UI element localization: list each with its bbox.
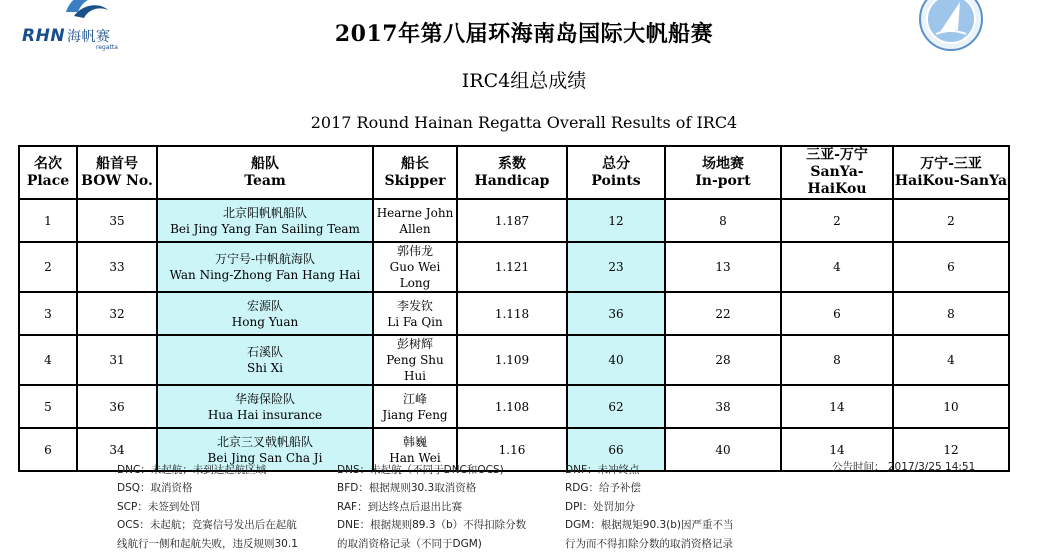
logo-wordmark: RHN 海帆赛 [22, 26, 111, 46]
header-inport: 场地赛 In-port [665, 146, 781, 199]
header-skipper: 船长 Skipper [373, 146, 457, 199]
cell-team: 华海保险队 Hua Hai insurance [157, 385, 373, 428]
cell-place: 6 [19, 428, 77, 471]
cell-skipper: 韩巍 Han Wei [373, 428, 457, 471]
cell-handicap: 1.118 [457, 292, 567, 335]
table-row [19, 242, 1009, 292]
cell-place: 5 [19, 385, 77, 428]
legend-item: DNC：未起航；未到达起航区域 [117, 464, 267, 476]
legend-item: SCP：未签到处罚 [117, 500, 201, 513]
cell-leg2: 2 [893, 199, 1009, 242]
header-bow: 船首号 BOW No. [77, 146, 157, 199]
cell-handicap: 1.108 [457, 385, 567, 428]
table-row [19, 199, 1009, 242]
cell-team: 石溪队 Shi Xi [157, 335, 373, 385]
legend-item: 行为而不得扣除分数的取消资格记录 [565, 537, 733, 550]
cell-bow: 36 [77, 385, 157, 428]
cell-leg2: 4 [893, 335, 1009, 385]
header-place: 名次 Place [19, 146, 77, 199]
cell-handicap: 1.187 [457, 199, 567, 242]
cell-leg1: 6 [781, 292, 893, 335]
cell-inport: 28 [665, 335, 781, 385]
legend-column-2 [337, 461, 526, 553]
header-leg2: 万宁-三亚 HaiKou-SanYa [893, 146, 1009, 199]
legend-item: DSQ：取消资格 [117, 482, 193, 495]
cell-points: 23 [567, 242, 665, 292]
cell-team: 宏源队 Hong Yuan [157, 292, 373, 335]
cell-bow: 31 [77, 335, 157, 385]
cell-handicap: 1.121 [457, 242, 567, 292]
legend-item: DNS：未起航（不同于DNC和OCS) [337, 464, 504, 476]
cell-skipper: 彭树辉 Peng Shu Hui [373, 335, 457, 385]
legend-item: BFD：根据规则30.3取消资格 [337, 482, 477, 495]
cell-team: 万宁号-中帆航海队 Wan Ning-Zhong Fan Hang Hai [157, 242, 373, 292]
page-title: 2017年第八届环海南岛国际大帆船赛 [334, 21, 714, 47]
announcement-label: 公告时间： [832, 461, 885, 473]
cell-inport: 8 [665, 199, 781, 242]
cell-team: 北京阳帆帆船队 Bei Jing Yang Fan Sailing Team [157, 199, 373, 242]
cell-skipper: 江峰 Jiang Feng [373, 385, 457, 428]
table-row [19, 385, 1009, 428]
cell-place: 3 [19, 292, 77, 335]
legend-item: OCS：未起航；竞赛信号发出后在起航 [117, 519, 297, 532]
cell-bow: 33 [77, 242, 157, 292]
legend-column-3 [565, 461, 734, 553]
cell-place: 2 [19, 242, 77, 292]
cell-inport: 38 [665, 385, 781, 428]
legend-item: DNE：根据规则89.3（b）不得扣除分数 [337, 519, 527, 532]
cell-skipper: 郭伟龙 Guo Wei Long [373, 242, 457, 292]
header-leg1: 三亚-万宁 SanYa-HaiKou [781, 146, 893, 199]
logo-subtext: regatta [96, 44, 118, 51]
cell-inport: 22 [665, 292, 781, 335]
cell-leg2: 6 [893, 242, 1009, 292]
subtitle-en: 2017 Round Hainan Regatta Overall Results of IRC4 [310, 113, 738, 132]
cell-leg1: 2 [781, 199, 893, 242]
results-table [18, 145, 1010, 472]
cell-bow: 35 [77, 199, 157, 242]
legend-column-1 [117, 461, 298, 553]
cell-points: 40 [567, 335, 665, 385]
announcement-value: 2017/3/25 14:51 [887, 461, 976, 473]
cell-skipper: 李发钦 Li Fa Qin [373, 292, 457, 335]
cell-leg1: 8 [781, 335, 893, 385]
cell-leg2: 12 [893, 428, 1009, 471]
legend-item: RDG：给予补偿 [565, 482, 642, 495]
subtitle-cn: IRC4组总成绩 [461, 70, 587, 92]
cell-leg2: 10 [893, 385, 1009, 428]
cell-handicap: 1.109 [457, 335, 567, 385]
cell-inport: 13 [665, 242, 781, 292]
cell-place: 4 [19, 335, 77, 385]
cell-inport: 40 [665, 428, 781, 471]
cell-points: 62 [567, 385, 665, 428]
legend-item: 线航行一侧和起航失败，违反规则30.1 [117, 537, 298, 550]
header-handicap: 系数 Handicap [457, 146, 567, 199]
cell-bow: 32 [77, 292, 157, 335]
legend-item: DPI：处罚加分 [565, 500, 636, 513]
header-team: 船队 Team [157, 146, 373, 199]
cell-leg1: 14 [781, 385, 893, 428]
cell-team: 北京三叉戟帆船队 Bei Jing San Cha Ji [157, 428, 373, 471]
cell-leg1: 14 [781, 428, 893, 471]
legend-item: DGM：根据规矩90.3(b)因严重不当 [565, 519, 734, 532]
cell-skipper: Hearne John Allen [373, 199, 457, 242]
cell-leg2: 8 [893, 292, 1009, 335]
cell-points: 36 [567, 292, 665, 335]
cell-bow: 34 [77, 428, 157, 471]
cell-leg1: 4 [781, 242, 893, 292]
legend-item: 的取消资格记录（不同于DGM) [337, 537, 482, 550]
announcement-time [832, 459, 975, 474]
cell-points: 66 [567, 428, 665, 471]
header-points: 总分 Points [567, 146, 665, 199]
cell-place: 1 [19, 199, 77, 242]
legend-item: DNF：未冲终点 [565, 464, 640, 476]
legend-item: RAF：到达终点后退出比赛 [337, 500, 463, 513]
cell-points: 12 [567, 199, 665, 242]
cell-handicap: 1.16 [457, 428, 567, 471]
table-header-row [19, 146, 1009, 199]
table-row [19, 292, 1009, 335]
table-row [19, 335, 1009, 385]
